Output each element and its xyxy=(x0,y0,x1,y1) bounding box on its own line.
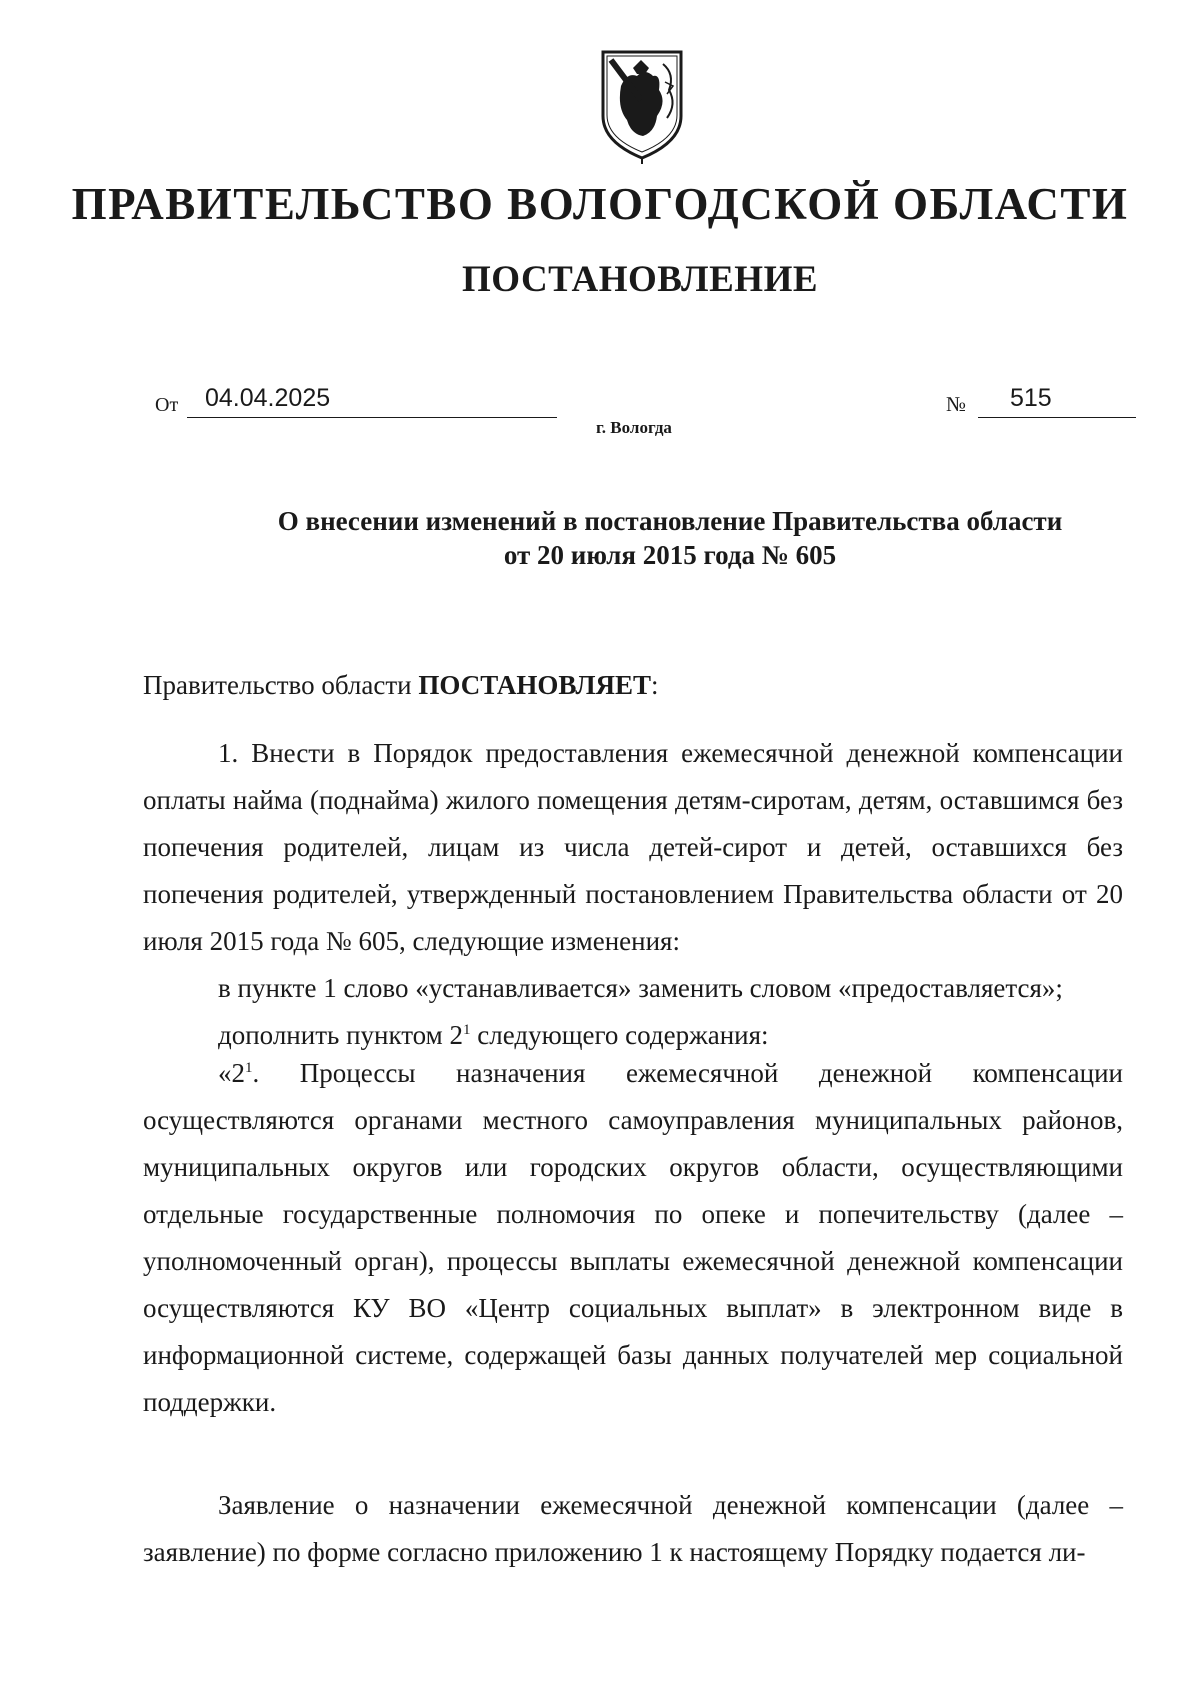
quote-text: . Процессы назначения ежемесячной денежной компенсации осуществляются органами местного самоуправления муниципальных районов, муниципальных округов или городских округов области, осуществляющими отдельные государственные полномочия по опеке и попечительству (далее – уполномоченный орган), процессы выплаты ежемесячной денежной компенсации осуществляются КУ ВО «Центр социальных выплат» в электронном виде в информационной системе, содержащей базы данных получателей мер социальной поддержки. xyxy=(143,1058,1123,1417)
subject-line-1: О внесении изменений в постановление Правительства области xyxy=(277,506,1063,536)
change-2-text: дополнить пунктом 2 xyxy=(218,1020,463,1050)
change-2-text-end: следующего содержания: xyxy=(470,1020,769,1050)
item-1-paragraph: 1. Внести в Порядок предоставления ежемесячной денежной компенсации оплаты найма (поднайма) жилого помещения детям-сиротам, детям, оставшимся без попечения родителей, лицам из числа детей-сирот и детей, оставшихся без попечения родителей, утвержденный постановлением Правительства области от 20 июля 2015 года № 605, следующие изменения: xyxy=(143,738,1123,956)
quoted-clause-block xyxy=(143,1050,1123,1426)
preamble xyxy=(143,662,1123,709)
quote-start: «2 xyxy=(218,1058,245,1088)
application-paragraph: Заявление о назначении ежемесячной денежной компенсации (далее – заявление) по форме согласно приложению 1 к настоящему Порядку подается ли- xyxy=(143,1490,1123,1567)
organization-title: ПРАВИТЕЛЬСТВО ВОЛОГОДСКОЙ ОБЛАСТИ xyxy=(71,179,1129,229)
application-paragraph-block xyxy=(143,1482,1123,1576)
document-date: 04.04.2025 xyxy=(205,384,331,412)
city-label: г. Вологда xyxy=(596,418,672,437)
item-1-block xyxy=(143,730,1123,1059)
document-type-heading: ПОСТАНОВЛЕНИЕ xyxy=(461,259,819,300)
document-subject xyxy=(220,504,1120,572)
number-prefix: № xyxy=(946,392,967,416)
change-1-paragraph: в пункте 1 слово «устанавливается» заменить словом «предоставляется»; xyxy=(218,973,1063,1003)
preamble-colon: : xyxy=(650,670,659,700)
document-number: 515 xyxy=(1010,384,1052,412)
number-underline xyxy=(978,417,1136,418)
preamble-text: Правительство области xyxy=(143,670,419,700)
coat-of-arms-emblem xyxy=(597,46,687,166)
quote-superscript: 1 xyxy=(245,1060,253,1076)
quoted-clause-paragraph xyxy=(143,1050,1123,1426)
preamble-bold: ПОСТАНОВЛЯЕТ xyxy=(418,670,651,700)
date-prefix: От xyxy=(155,394,179,416)
date-underline xyxy=(187,417,557,418)
subject-line-2: от 20 июля 2015 года № 605 xyxy=(503,540,837,570)
change-2-superscript: 1 xyxy=(463,1022,471,1038)
